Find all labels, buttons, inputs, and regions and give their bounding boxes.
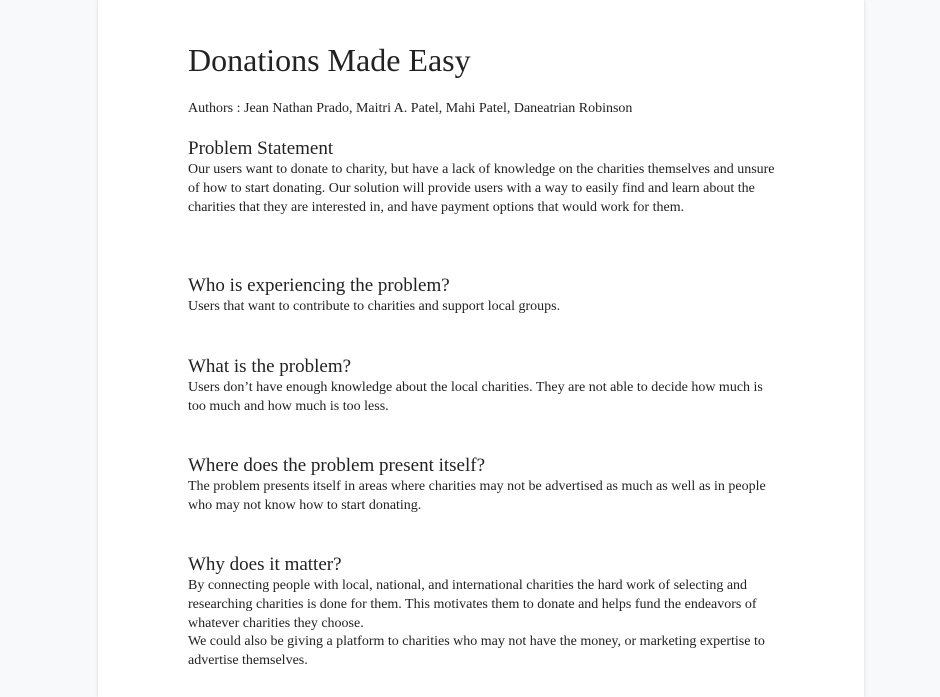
section-paragraph: Our users want to donate to charity, but have a lack of knowledge on the charities themselves and unsure of how to start donating. Our solution will provide users with a way to easily find and learn about the charities that they are interested in, and have payment options that would work for them.	[188, 162, 775, 215]
authors-line: Authors : Jean Nathan Prado, Maitri A. Patel, Mahi Patel, Daneatrian Robinson	[188, 101, 633, 116]
section-what	[188, 355, 778, 417]
document-title: Donations Made Easy	[188, 42, 471, 78]
section-paragraph: Users don’t have enough knowledge about the local charities. They are not able to decide how much is too much and how much is too less.	[188, 380, 763, 414]
section-problem-statement	[188, 137, 778, 217]
section-paragraph: We could also be giving a platform to charities who may not have the money, or marketing expertise to advertise themselves.	[188, 634, 765, 669]
document-page	[98, 0, 864, 697]
section-paragraph: Users that want to contribute to charities and support local groups.	[188, 299, 561, 314]
section-why	[188, 553, 778, 671]
section-paragraph: The problem presents itself in areas where charities may not be advertised as much as well as in people who may not know how to start donating.	[188, 479, 766, 513]
section-paragraph: By connecting people with local, national, and international charities the hard work of selecting and researching charities is done for them. This motivates them to donate and helps fund the endeavors of whatever charities they choose.	[188, 578, 757, 631]
section-heading: What is the problem?	[188, 356, 352, 377]
section-heading: Why does it matter?	[188, 554, 342, 575]
section-who	[188, 274, 778, 317]
section-where	[188, 454, 778, 516]
section-heading: Where does the problem present itself?	[188, 455, 486, 476]
section-heading: Problem Statement	[188, 138, 334, 159]
section-heading: Who is experiencing the problem?	[188, 275, 450, 296]
